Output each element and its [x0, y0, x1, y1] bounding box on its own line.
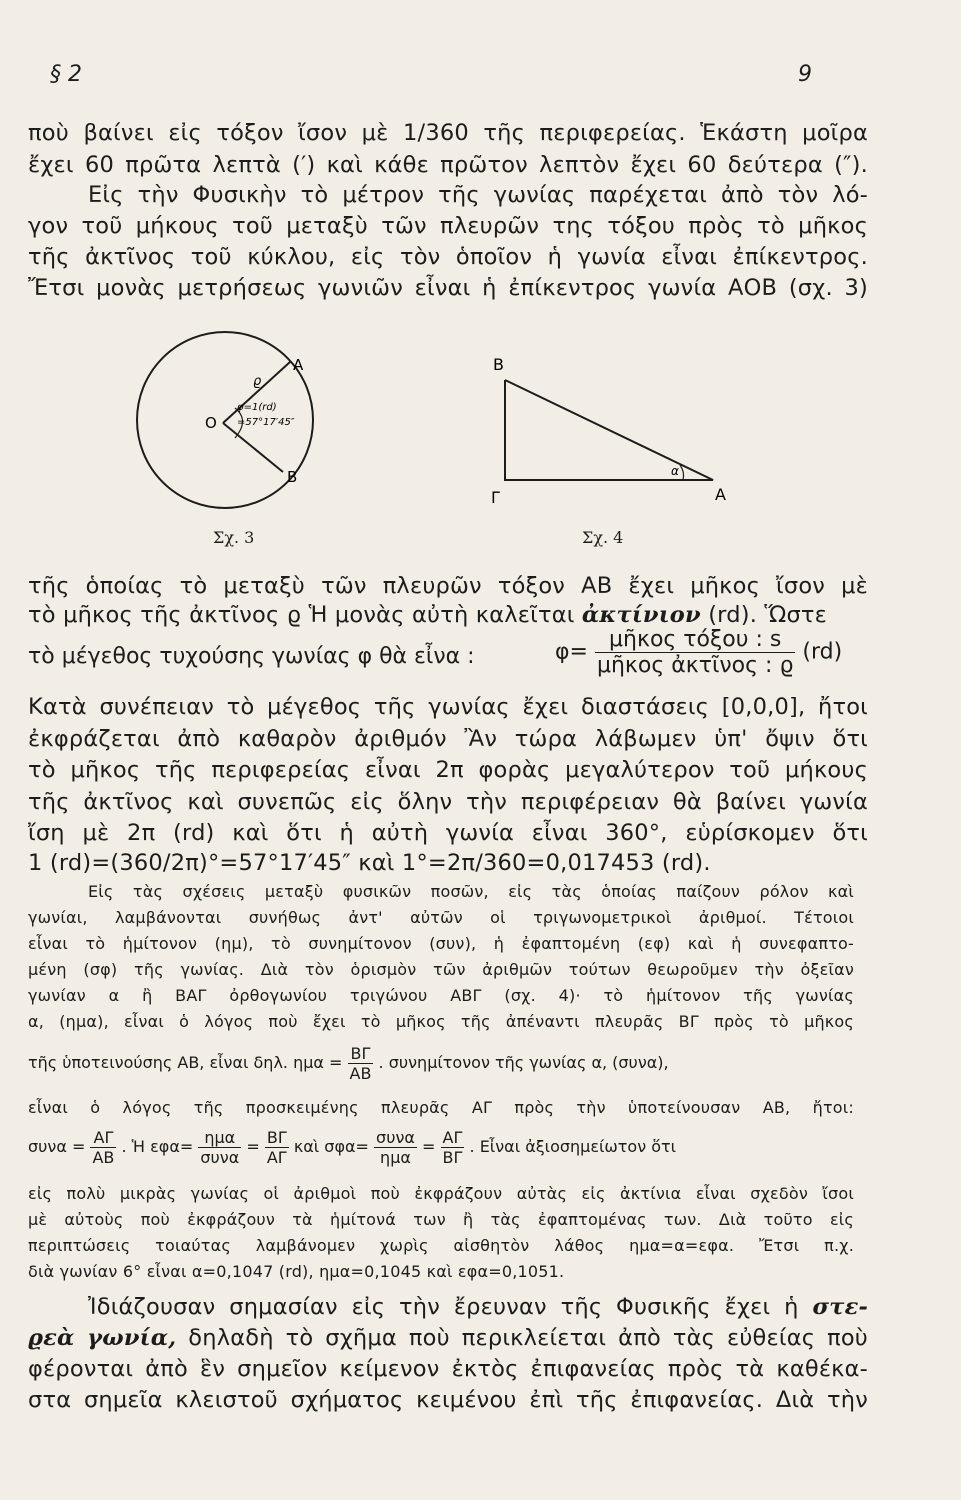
figure-4-triangle — [475, 348, 745, 508]
formula-text: = — [422, 1137, 436, 1156]
text-line: ἔχει 60 πρῶτα λεπτὰ (′) καὶ κάθε πρῶτον λεπτὸν ἔχει 60 δεύτερα (″). — [28, 152, 868, 178]
text-line: εἶναι ὁ λόγος τῆς προσκειμένης πλευρᾶς ΑΓ πρὸς τὴν ὑποτείνουσαν ΑΒ, ἤτοι: — [28, 1098, 854, 1117]
fraction-denominator: ΑΒ — [92, 1148, 115, 1167]
text-line — [88, 1292, 868, 1322]
fraction-numerator: ΒΓ — [266, 1128, 287, 1147]
formula-text: τῆς ὑποτεινούσης ΑΒ, εἶναι δηλ. ημα = — [28, 1053, 343, 1072]
text-line: μὲ αὐτοὺς ποὺ ἐκφράζουν τὰ ἡμίτονά των ἢ τὰς ἐφαπτομένας των. Διὰ τοῦτο εἰς — [28, 1210, 854, 1229]
figure-3-caption: Σχ. 3 — [213, 528, 255, 547]
formula-fraction — [90, 1128, 116, 1167]
fraction-numerator: ΒΓ — [348, 1044, 374, 1064]
formula-text: . Ἡ εφα= — [121, 1137, 194, 1156]
fraction-denominator: μῆκος ἀκτῖνος : ϱ — [596, 653, 794, 678]
text-line: α, (ημα), εἶναι ὁ λόγος ποὺ ἔχει τὸ μῆκος τῆς ἀπέναντι πλευρᾶς ΒΓ πρὸς τὸ μῆκος — [28, 1012, 854, 1031]
angle-label-1: φ=1(rd) — [237, 402, 277, 413]
figure-4-caption: Σχ. 4 — [582, 528, 624, 547]
formula-lhs: φ= — [555, 639, 588, 665]
text-line: ἐκφράζεται ἀπὸ καθαρὸν ἀριθμόν Ἂν τώρα λάβωμεν ὑπ' ὄψιν ὅτι — [28, 726, 868, 752]
label-b: B — [287, 468, 298, 486]
text-line: τῆς ἀκτῖνος καὶ συνεπῶς εἰς ὅλην τὴν περιφέρειαν θὰ βαίνει γωνία — [28, 789, 868, 815]
text-span: δηλαδὴ τὸ σχῆμα ποὺ περικλείεται ἀπὸ τὰς εὐθείας ποὺ — [188, 1325, 869, 1351]
label-gamma: Γ — [491, 488, 500, 507]
page-number: 9 — [798, 62, 812, 87]
fraction-denominator: ΑΓ — [266, 1148, 287, 1167]
label-alpha: α — [671, 464, 679, 478]
text-line: ποὺ βαίνει εἰς τόξον ἴσον μὲ 1/360 τῆς περιφερείας. Ἑκάστη μοῖρα — [28, 120, 868, 146]
text-line: γωνίαν α ἢ ΒΑΓ ὀρθογωνίου τριγώνου ΑΒΓ (σχ. 4)· τὸ ἡμίτονον τῆς γωνίας — [28, 986, 854, 1005]
text-line: Κατὰ συνέπειαν τὸ μέγεθος τῆς γωνίας ἔχει διαστάσεις [0,0,0], ἤτοι — [28, 694, 868, 720]
formula-text: . Εἶναι ἀξιοσημείωτον ὅτι — [469, 1137, 677, 1156]
figure-3-circle — [125, 320, 325, 520]
formula-angle-intro: τὸ μέγεθος τυχούσης γωνίας φ θὰ εἶνα : — [28, 644, 475, 669]
formula-fraction — [198, 1128, 241, 1167]
formula-fraction — [374, 1128, 417, 1167]
text-line: τῆς ὁποίας τὸ μεταξὺ τῶν πλευρῶν τόξον ΑΒ ἔχει μῆκος ἴσον μὲ — [28, 573, 868, 599]
formula-fraction — [595, 627, 795, 678]
text-line: ἴση μὲ 2π (rd) καὶ ὅτι ἡ αὐτὴ γωνία εἶναι 360°, εὑρίσκομεν ὅτι — [28, 820, 868, 846]
text-line: τὸ μῆκος τῆς περιφερείας εἶναι 2π φορὰς μεγαλύτερον τοῦ μήκους — [28, 757, 868, 783]
fraction-numerator: ΑΓ — [90, 1128, 116, 1148]
section-number: § 2 — [50, 62, 82, 87]
fraction-numerator: μῆκος τόξου : s — [595, 627, 795, 653]
label-b: B — [493, 355, 504, 374]
text-span: (rd). Ὥστε — [708, 602, 828, 628]
text-span: τὸ μῆκος τῆς ἀκτῖνος ϱ Ἡ μονὰς αὐτὴ καλεῖται — [28, 602, 575, 628]
fraction-denominator: ημα — [380, 1148, 411, 1167]
text-line: στα σημεῖα κλειστοῦ σχήματος κειμένου ἐπὶ τῆς ἐπιφανείας. Διὰ τὴν — [28, 1387, 868, 1413]
text-span: Ἰδιάζουσαν σημασίαν εἰς τὴν ἔρευναν τῆς Φυσικῆς ἔχει ἡ — [88, 1294, 799, 1320]
text-line — [28, 600, 868, 630]
text-line: γωνίαι, λαμβάνονται συνήθως ἀντ' αὐτῶν οἱ τριγωνομετρικοὶ ἀριθμοί. Τέτοιοι — [28, 908, 854, 927]
formula-sine — [28, 1044, 669, 1083]
formula-unit: (rd) — [802, 639, 843, 665]
text-line: περιπτώσεις τοιαύτας λαμβάνομεν χωρὶς αἰσθητὸν λάθος ημα=α=εφα. Ἔτσι π.χ. — [28, 1236, 854, 1255]
text-line: Εἰς τὴν Φυσικὴν τὸ μέτρον τῆς γωνίας παρέχεται ἀπὸ τὸν λό- — [88, 182, 868, 208]
text-line: Εἰς τὰς σχέσεις μεταξὺ φυσικῶν ποσῶν, εἰς τὰς ὁποίας παίζουν ρόλον καὶ — [88, 882, 854, 901]
formula-fraction — [441, 1128, 465, 1167]
term-solid-angle: στε- — [812, 1294, 868, 1320]
formula-angle — [555, 627, 842, 678]
label-o: O — [205, 414, 217, 432]
formula-fraction — [265, 1128, 289, 1167]
text-line: τῆς ἀκτῖνος τοῦ κύκλου, εἰς τὸν ὁποῖον ἡ γωνία εἶναι ἐπίκεντρος. — [28, 244, 868, 270]
label-rho: ϱ — [253, 374, 262, 389]
term-radian: ἀκτίνιον — [581, 602, 701, 628]
text-line: Ἔτσι μονὰς μετρήσεως γωνιῶν εἶναι ἡ ἐπίκεντρος γωνία ΑΟΒ (σχ. 3) — [28, 275, 868, 301]
formula-text: . συνημίτονον τῆς γωνίας α, (συνα), — [378, 1053, 669, 1072]
text-line: εἶναι τὸ ἡμίτονον (ημ), τὸ συνημίτονον (συν), ἡ ἐφαπτομένη (εφ) καὶ ἡ συνεφαπτο- — [28, 934, 854, 953]
fraction-denominator: ΒΓ — [442, 1148, 463, 1167]
label-a: A — [293, 356, 304, 374]
formula-cosine-tangent — [28, 1128, 676, 1167]
formula-text: καὶ σφα= — [293, 1137, 369, 1156]
fraction-denominator: συνα — [200, 1148, 240, 1167]
formula-text: συνα = — [28, 1137, 86, 1156]
fraction-numerator: ΑΓ — [441, 1128, 465, 1148]
text-line: εἰς πολὺ μικρὰς γωνίας οἱ ἀριθμοὶ ποὺ ἐκφράζουν αὐτὰς εἰς ἀκτίνια εἶναι σχεδὸν ἴσοι — [28, 1184, 854, 1203]
text-line: μένη (σφ) τῆς γωνίας. Διὰ τὸν ὁρισμὸν τῶν ἀριθμῶν τούτων θεωροῦμεν τὴν ὀξεῖαν — [28, 960, 854, 979]
fraction-numerator: συνα — [376, 1128, 415, 1147]
text-line — [28, 1323, 868, 1353]
angle-label-2: =57°17′45″ — [237, 417, 295, 428]
label-a: A — [715, 485, 726, 504]
fraction-numerator: ημα — [198, 1128, 241, 1148]
text-line: φέρονται ἀπὸ ἓν σημεῖον κείμενον ἐκτὸς ἐπιφανείας πρὸς τὰ καθέκα- — [28, 1356, 868, 1382]
formula-fraction — [348, 1044, 374, 1083]
formula-text: = — [246, 1137, 260, 1156]
text-line: διὰ γωνίαν 6° εἶναι α=0,1047 (rd), ημα=0,1045 καὶ εφα=0,1051. — [28, 1262, 565, 1281]
text-line: γον τοῦ μήκους τοῦ μεταξὺ τῶν πλευρῶν της τόξου πρὸς τὸ μῆκος — [28, 213, 868, 239]
text-line: 1 (rd)=(360/2π)°=57°17′45″ καὶ 1°=2π/360=0,017453 (rd). — [28, 850, 711, 876]
term-solid-angle: ϱεὰ γωνία, — [28, 1325, 177, 1351]
fraction-denominator: ΑΒ — [349, 1064, 372, 1083]
